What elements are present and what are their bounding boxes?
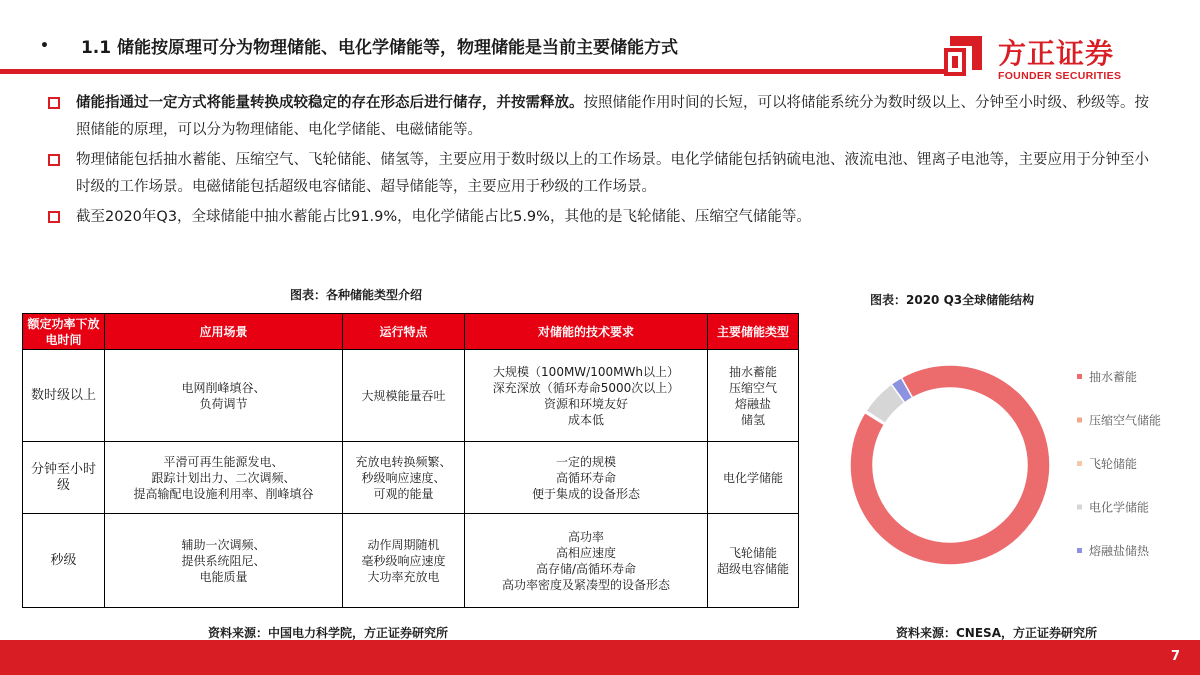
table-cell	[708, 442, 799, 514]
square-bullet-icon	[48, 154, 60, 166]
chart-source: 资料来源：CNESA，方正证券研究所	[896, 626, 1097, 640]
table-cell	[105, 350, 343, 442]
cell-line: 高功率密度及紧凑型的设备形态	[501, 577, 670, 592]
table-cell: 秒级	[23, 514, 105, 608]
cell-line: 平滑可再生能源发电、	[163, 454, 284, 469]
cell-line: 可观的能量	[373, 486, 434, 501]
table-source: 资料来源：中国电力科学院，方正证券研究所	[208, 626, 449, 640]
table-cell: 分钟至小时级	[23, 442, 105, 514]
cell-line: 便于集成的设备形态	[531, 486, 640, 501]
donut-chart	[845, 345, 1165, 585]
legend-swatch	[1077, 548, 1082, 553]
table-cell	[465, 514, 708, 608]
header-cell: 额定功率下放电时间	[23, 314, 105, 350]
cell-line: 毫秒级响应速度	[361, 553, 446, 568]
table-cell	[343, 442, 465, 514]
table-cell	[708, 350, 799, 442]
table-row	[23, 442, 799, 514]
bullet-text: 按照储能作用时间的长短，可以将储能系统分为数时级以上、分钟至小时级、秒级等。按照储能的原理，可以分为物理储能、电化学储能、电磁储能等。	[76, 95, 1149, 138]
table-cell	[343, 514, 465, 608]
legend-label: 熔融盐储热	[1089, 544, 1150, 558]
legend-label: 抽水蓄能	[1089, 370, 1138, 384]
cell-line: 高相应速度	[555, 545, 616, 560]
table-row	[23, 350, 799, 442]
cell-line: 资源和环境友好	[543, 396, 628, 411]
storage-types-table	[22, 313, 799, 608]
cell-line: 高功率	[567, 529, 604, 544]
legend-label: 飞轮储能	[1089, 457, 1138, 471]
cell-line: 电能质量	[199, 569, 248, 584]
cell-line: 大功率充放电	[367, 569, 440, 584]
table-cell	[465, 350, 708, 442]
header-cell: 对储能的技术要求	[465, 314, 708, 350]
square-bullet-icon	[48, 97, 60, 109]
cell-line: 辅助一次调频、	[181, 537, 266, 552]
table-cell	[105, 442, 343, 514]
cell-line: 充放电转换频繁、	[355, 454, 452, 469]
legend-swatch	[1077, 374, 1082, 379]
table-cell	[105, 514, 343, 608]
table-cell	[465, 442, 708, 514]
cell-line: 一定的规模	[555, 454, 616, 469]
cell-line: 深充深放（循环寿命5000次以上）	[492, 380, 680, 395]
table-header-row	[23, 314, 799, 350]
cell-line: 秒级响应速度、	[361, 470, 446, 485]
footer-bar	[0, 640, 1200, 675]
legend-swatch	[1077, 418, 1082, 423]
square-bullet-icon	[48, 211, 60, 223]
cell-line: 提高输配电设施利用率、削峰填谷	[133, 486, 314, 501]
table-cell: 数时级以上	[23, 350, 105, 442]
chart-caption: 图表：2020 Q3全球储能结构	[870, 293, 1035, 307]
cell-line: 抽水蓄能	[728, 364, 777, 379]
logo-text-en: FOUNDER SECURITIES	[998, 70, 1122, 82]
cell-line: 提供系统阻尼、	[181, 553, 266, 568]
cell-line: 大规模（100MW/100MWh以上）	[493, 364, 679, 379]
page-number: 7	[1170, 649, 1180, 664]
cell-line: 熔融盐	[734, 396, 771, 411]
cell-line: 储氢	[740, 412, 765, 427]
cell-line: 高循环寿命	[555, 470, 616, 485]
cell-line: 跟踪计划出力、二次调频、	[151, 470, 296, 485]
bullet-bold-text: 储能指通过一定方式将能量转换成较稳定的存在形态后进行储存，并按需释放。	[76, 95, 584, 111]
bullet-item	[48, 147, 1158, 201]
cell-line: 压缩空气	[728, 380, 777, 395]
legend-swatch	[1077, 461, 1082, 466]
cell-line: 高存储/高循环寿命	[535, 561, 637, 576]
table-row	[23, 514, 799, 608]
cell-line: 成本低	[567, 412, 604, 427]
bullet-text: 截至2020年Q3，全球储能中抽水蓄能占比91.9%，电化学储能占比5.9%，其他的是飞轮储能、压缩空气储能等。	[76, 209, 811, 225]
cell-line: 超级电容储能	[716, 561, 789, 576]
bullet-item	[48, 90, 1158, 144]
cell-line: 电网削峰填谷、	[181, 380, 266, 395]
cell-line: 负荷调节	[199, 396, 248, 411]
logo-mark-icon	[944, 36, 982, 76]
slide-title-row	[40, 33, 678, 58]
legend-swatch	[1077, 505, 1082, 510]
title-underline	[0, 69, 948, 74]
table-cell	[708, 514, 799, 608]
cell-line: 大规模能量吞吐	[361, 388, 446, 403]
header-cell: 主要储能类型	[708, 314, 799, 350]
bullet-list	[48, 90, 1158, 234]
legend-label: 压缩空气储能	[1089, 413, 1162, 428]
table-cell	[343, 350, 465, 442]
donut-slices	[850, 365, 1050, 565]
table-caption: 图表：各种储能类型介绍	[290, 288, 423, 302]
chart-legend	[1077, 369, 1161, 558]
slide-title: 1.1 储能按原理可分为物理储能、电化学储能等，物理储能是当前主要储能方式	[80, 38, 678, 58]
bullet-item	[48, 204, 1158, 231]
founder-securities-logo	[944, 32, 1154, 86]
header-cell: 应用场景	[105, 314, 343, 350]
logo-text-cn: 方正证券	[998, 37, 1115, 70]
legend-label: 电化学储能	[1089, 500, 1150, 515]
header-cell: 运行特点	[343, 314, 465, 350]
title-bullet: •	[40, 37, 49, 54]
bullet-text: 物理储能包括抽水蓄能、压缩空气、飞轮储能、储氢等，主要应用于数时级以上的工作场景。电化学储能包括钠硫电池、液流电池、锂离子电池等，主要应用于分钟至小时级的工作场景。电磁储能包括超级电容储能、超导储能等，主要应用于秒级的工作场景。	[76, 152, 1149, 195]
cell-line: 飞轮储能	[728, 545, 777, 560]
cell-line: 动作周期随机	[367, 537, 440, 552]
cell-line: 电化学储能	[722, 470, 783, 485]
